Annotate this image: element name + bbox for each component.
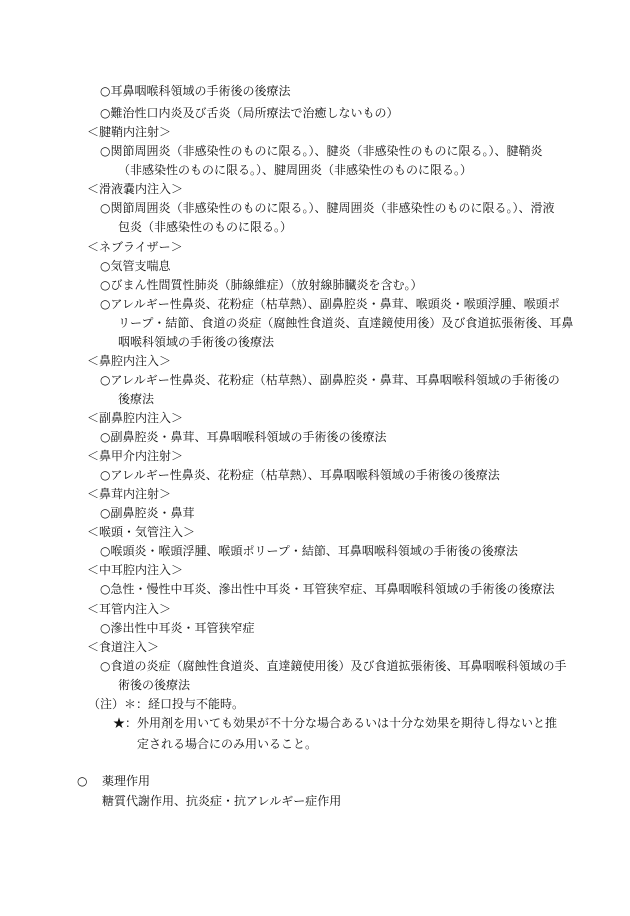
section-title: 薬理作用 [102,774,151,788]
route-heading: ＜腱鞘内注射＞ [87,125,172,139]
indication-line: ○滲出性中耳炎・耳管狭窄症 [100,621,255,635]
indication-line: ○アレルギー性鼻炎、花粉症（枯草熱）、副鼻腔炎・鼻茸、喉頭炎・喉頭浮腫、喉頭ポ [100,297,560,311]
indication-line: ○びまん性間質性肺炎（肺線維症）（放射線肺臓炎を含む。） [100,278,423,292]
route-heading: ＜副鼻腔内注入＞ [87,411,184,425]
route-heading: ＜鼻腔内注入＞ [87,354,172,368]
indication-line: ○アレルギー性鼻炎、花粉症（枯草熱）、耳鼻咽喉科領域の手術後の後療法 [100,468,500,482]
indication-line: 後療法 [118,392,155,406]
indication-line: リープ・結節、食道の炎症（腐蝕性食道炎、直達鏡使用後）及び食道拡張術後、耳鼻 [118,316,574,330]
indication-line: ○副鼻腔炎・鼻茸 [100,506,195,520]
route-heading: ＜滑液嚢内注入＞ [87,182,184,196]
route-heading: ＜ネブライザー＞ [87,240,183,254]
route-heading: ＜鼻茸内注射＞ [87,487,172,501]
indication-line: 術後の後療法 [118,678,191,692]
section-marker: ○ [77,774,88,788]
indication-line: ○食道の炎症（腐蝕性食道炎、直達鏡使用後）及び食道拡張術後、耳鼻咽喉科領域の手 [100,659,567,673]
indication-line: 包炎（非感染性のものに限る。） [118,220,293,234]
note-line: （注）＊：経口投与不能時。 [88,697,245,711]
indication-line: ○関節周囲炎（非感染性のものに限る。）、腱周囲炎（非感染性のものに限る。）、滑液 [100,201,555,215]
indication-line: ○副鼻腔炎・鼻茸、耳鼻咽喉科領域の手術後の後療法 [100,430,387,444]
section-body: 糖質代謝作用、抗炎症・抗アレルギー症作用 [102,794,342,808]
indication-line: ○耳鼻咽喉科領域の手術後の後療法 [100,84,291,98]
indication-line: ○難治性口内炎及び舌炎（局所療法で治癒しないもの） [100,106,399,120]
indication-line: ○アレルギー性鼻炎、花粉症（枯草熱）、副鼻腔炎・鼻茸、耳鼻咽喉科領域の手術後の [100,373,560,387]
indication-line: ○急性・慢性中耳炎、滲出性中耳炎・耳管狭窄症、耳鼻咽喉科領域の手術後の後療法 [100,582,555,596]
route-heading: ＜中耳腔内注入＞ [87,563,184,577]
route-heading: ＜鼻甲介内注射＞ [87,449,184,463]
indication-line: （非感染性のものに限る。）、腱周囲炎（非感染性のものに限る。） [118,163,473,177]
route-heading: ＜食道注入＞ [87,640,160,654]
indication-line: ○気管支喘息 [100,259,171,273]
route-heading: ＜喉頭・気管注入＞ [87,525,196,539]
indication-line: ○関節周囲炎（非感染性のものに限る。）、腱炎（非感染性のものに限る。）、腱鞘炎 [100,144,543,158]
indication-line: ○喉頭炎・喉頭浮腫、喉頭ポリープ・結節、耳鼻咽喉科領域の手術後の後療法 [100,544,518,558]
note-line: 定される場合にのみ用いること。 [137,737,318,751]
route-heading: ＜耳管内注入＞ [87,602,172,616]
indication-line: 咽喉科領域の手術後の後療法 [118,335,275,349]
note-line: ★：外用剤を用いても効果が不十分な場合あるいは十分な効果を期待し得ないと推 [113,716,558,730]
